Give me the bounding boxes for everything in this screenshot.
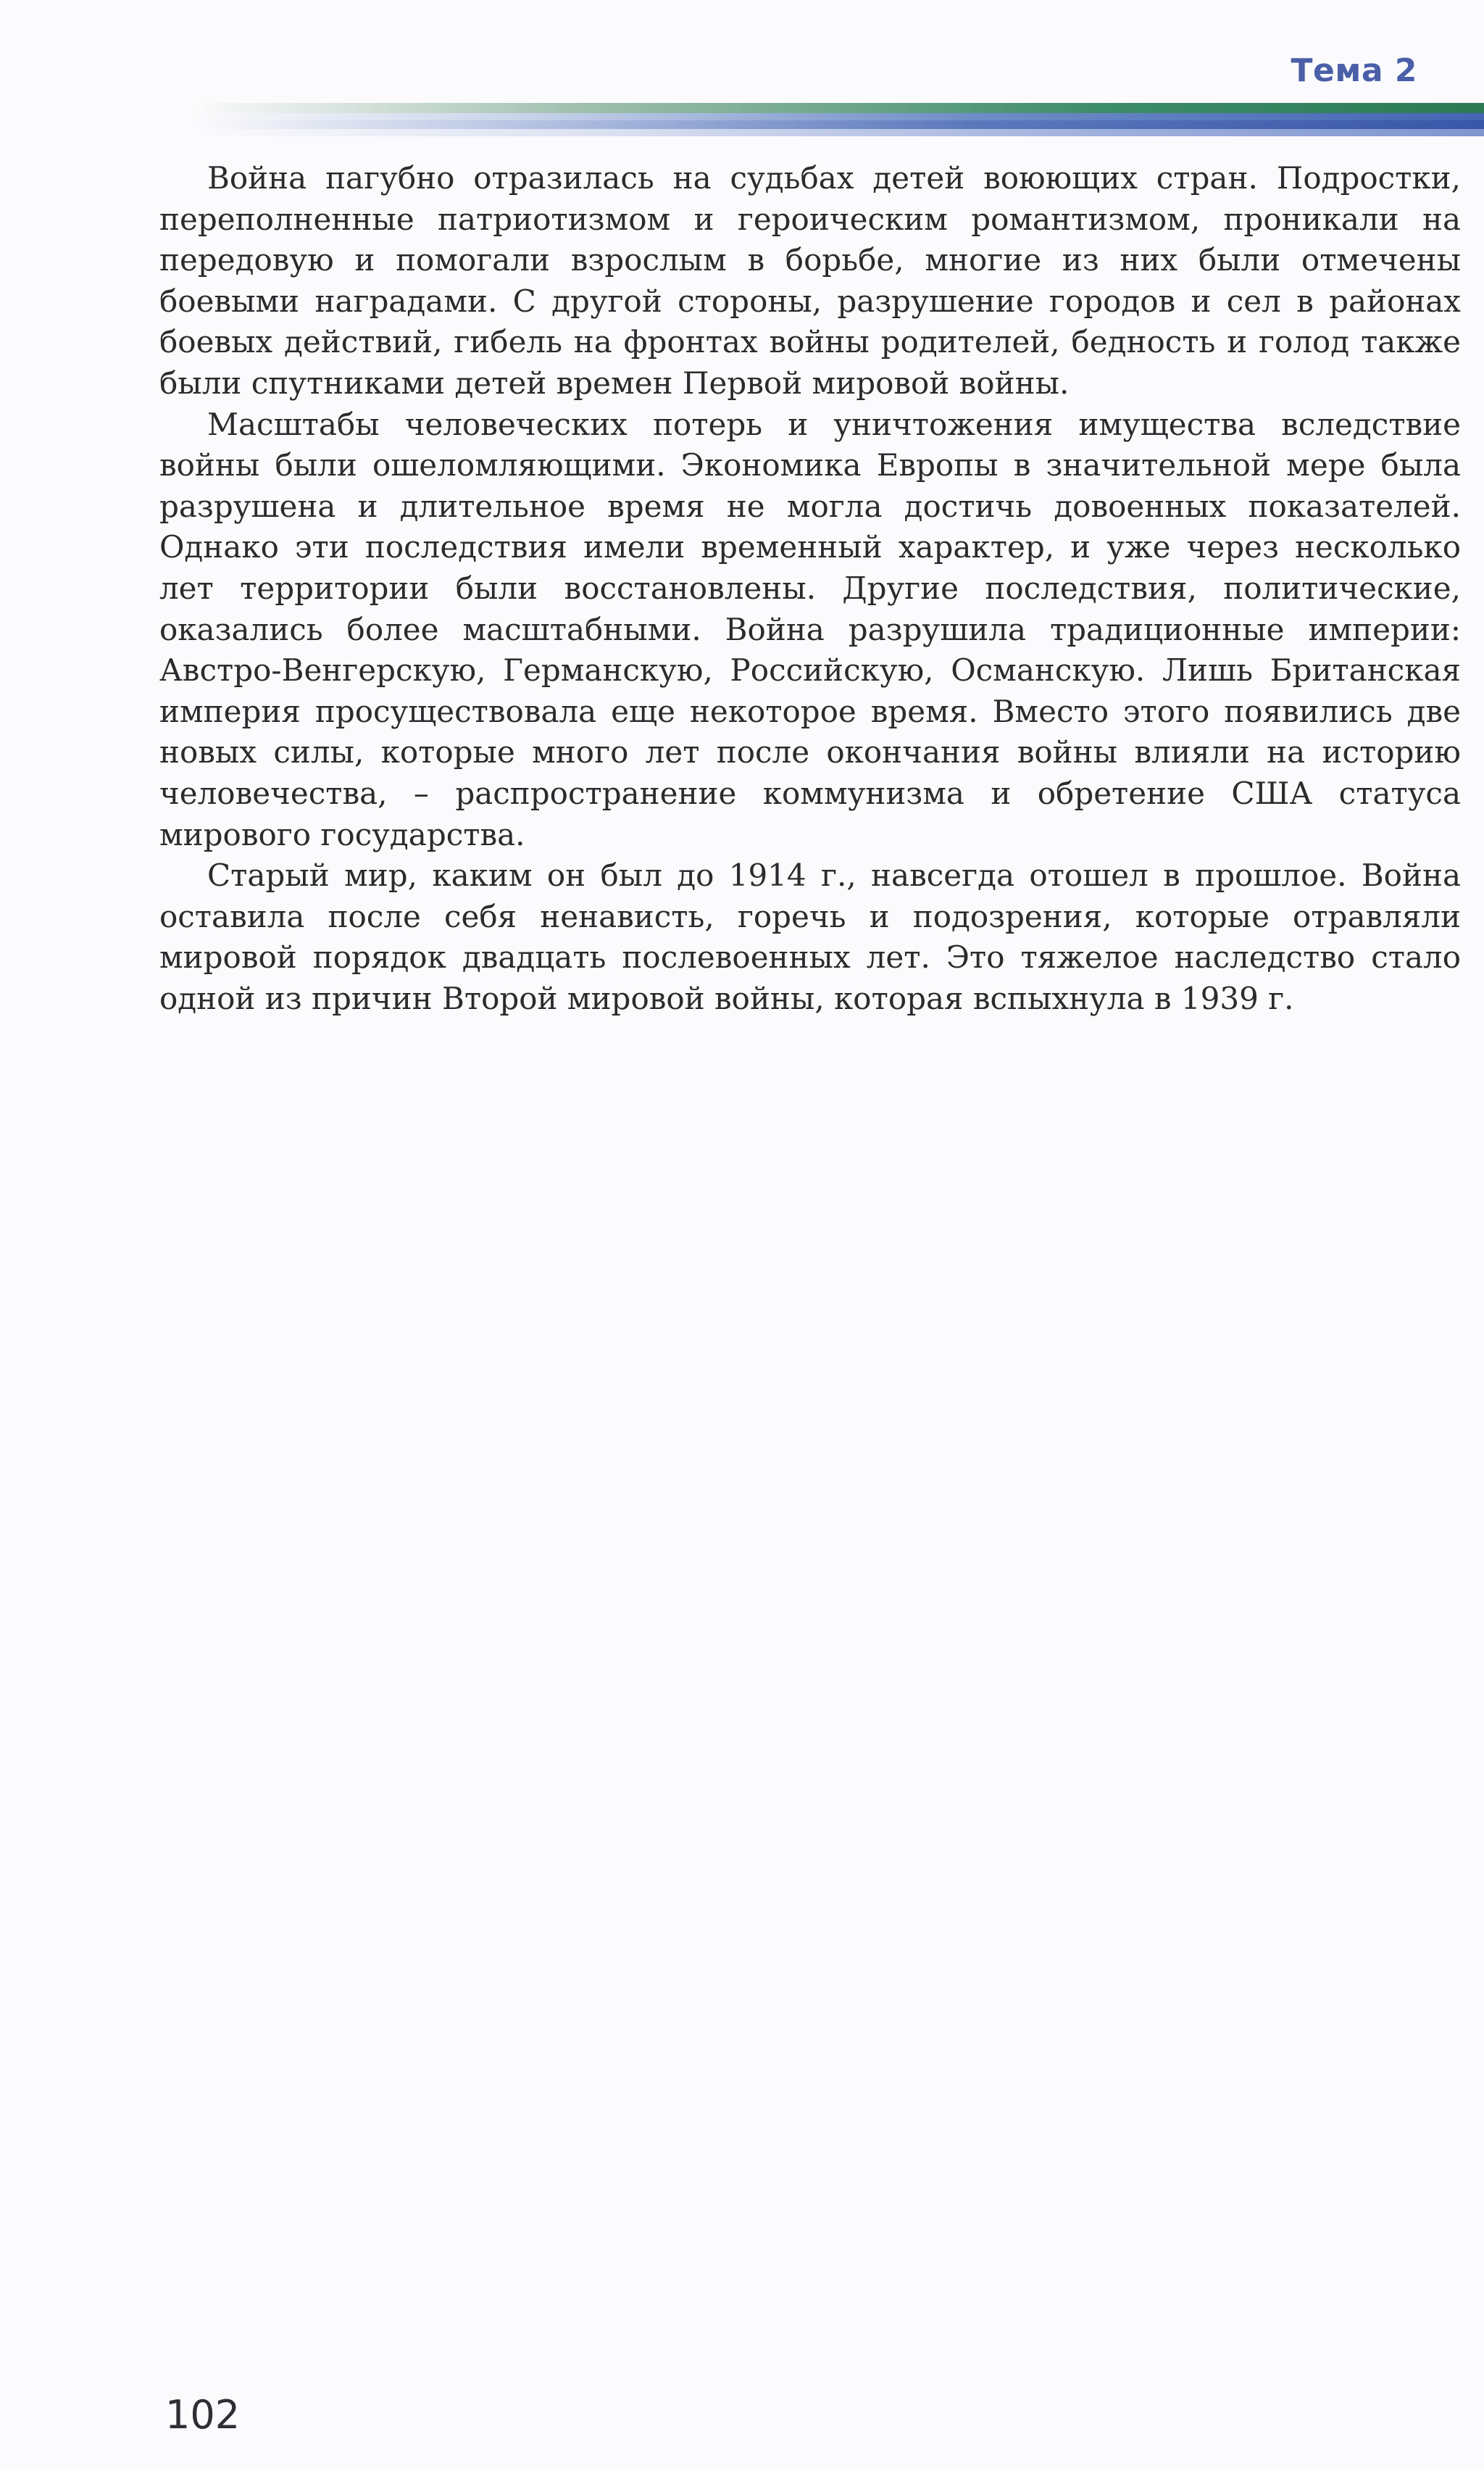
band-stripe-blue-light	[196, 113, 1484, 120]
band-stripe-blue	[196, 120, 1484, 129]
band-stripe-green	[196, 103, 1484, 113]
band-stripe-blue-pale	[196, 129, 1484, 136]
paragraph-children-of-war: Война пагубно отразилась на судьбах детей воюющих стран. Подростки, переполненные патриотизмом и героическим романтизмом, проникали на передовую и помогали взрослым в борьбе, многие из них были отмечены боевыми наградами. С другой стороны, разрушение городов и сел в районах боевых действий, гибель на фронтах войны родителей, бедность и голод также были спутниками детей времен Первой мировой войны.	[159, 160, 1461, 401]
paragraph-old-world: Старый мир, каким он был до 1914 г., навсегда отошел в прошлое. Война оставила после себя ненависть, горечь и подозрения, которые отравляли мировой порядок двадцать послевоенных лет. Это тяжелое наследство стало одной из причин Второй мировой войны, которая вспыхнула в 1939 г.	[159, 857, 1461, 1016]
body-text	[159, 158, 1461, 1019]
header-decorative-band	[196, 103, 1484, 136]
page-number: 102	[165, 2392, 241, 2438]
paragraph-consequences: Масштабы человеческих потерь и уничтожения имущества вследствие войны были ошеломляющими. Экономика Европы в значительной мере была разрушена и длительное время не могла достичь довоенных показателей. Однако эти последствия имели временный характер, и уже через несколько лет территории были восстановлены. Другие последствия, политические, оказались более масштабными. Война разрушила традиционные империи: Австро-Венгерскую, Германскую, Российскую, Османскую. Лишь Британская империя просуществовала еще некоторое время. Вместо этого появились две новых силы, которые много лет после окончания войны влияли на историю человечества, – распространение коммунизма и обретение США статуса мирового государства.	[159, 406, 1461, 852]
topic-label: Тема 2	[1291, 52, 1417, 89]
